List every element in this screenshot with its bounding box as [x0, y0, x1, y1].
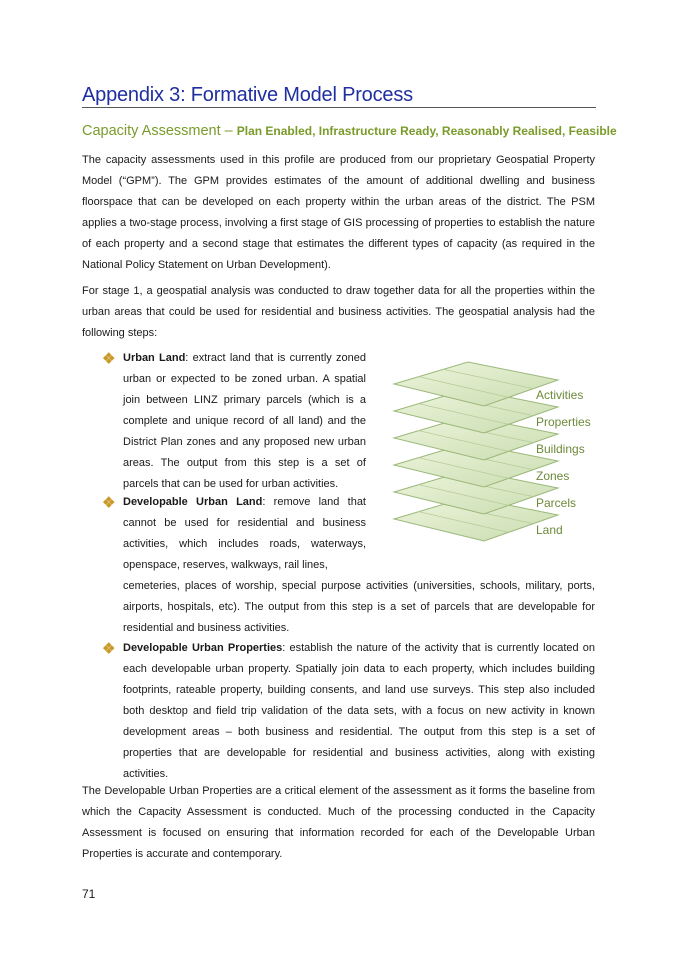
- subheading-qualifiers: Plan Enabled, Infrastructure Ready, Reasonably Realised, Feasible: [236, 124, 617, 138]
- bullet-separator: :: [282, 642, 290, 654]
- layer-label-land: Land: [536, 523, 563, 537]
- bullet-urban-land: [123, 348, 366, 495]
- bullet-text: extract land that is currently zoned urban or expected to be zoned urban. A spatial join between LINZ primary parcels (which is a complete and unique record of all land) and the District Plan zones and any proposed new urban areas. The output from this step is a set of parcels that can be used for urban activities.: [123, 352, 366, 490]
- stage1-paragraph: For stage 1, a geospatial analysis was conducted to draw together data for all the properties within the urban areas that could be used for residential and business activities. The geospatial analysis had the following steps:: [82, 285, 595, 339]
- bullet-diamond-icon: [104, 643, 114, 653]
- bullet-text: remove land that cannot be used for residential and business activities, which includes roads, waterways, openspace, reserves, walkways, rail lines,: [123, 496, 366, 571]
- bullet-developable-urban-land-continued: cemeteries, places of worship, special purpose activities (universities, schools, military, ports, airports, hospitals, etc). The output from this step is a set of parcels that are developable for residential and business activities.: [123, 580, 595, 634]
- bullet-diamond-icon: [104, 497, 114, 507]
- bullet-term: Urban Land: [123, 352, 186, 364]
- bullet-developable-urban-land: [123, 492, 366, 576]
- layer-label-activities: Activities: [536, 388, 584, 402]
- section-subheading: [82, 122, 617, 140]
- layer-label-zones: Zones: [536, 469, 570, 483]
- layer-plane-activities: [394, 362, 558, 406]
- gis-layers-figure: [384, 356, 596, 559]
- layer-stack-graphic: [384, 356, 596, 559]
- intro-paragraph: The capacity assessments used in this profile are produced from our proprietary Geospatial Property Model (“GPM”). The GPM provides estimates of the amount of additional dwelling and business floorspace that can be developed on each property within the urban areas of the district. The PSM applies a two-stage process, involving a first stage of GIS processing of properties to establish the nature of each property and a second stage that estimates the different types of capacity (as required in the National Policy Statement on Urban Development).: [82, 154, 595, 271]
- layer-label-properties: Properties: [536, 415, 591, 429]
- subheading-title: Capacity Assessment –: [82, 123, 237, 139]
- page-number: 71: [82, 887, 96, 901]
- bullet-term: Developable Urban Properties: [123, 642, 283, 654]
- bullet-separator: :: [185, 352, 193, 364]
- layer-label-buildings: Buildings: [536, 442, 585, 456]
- conclusion-paragraph: The Developable Urban Properties are a critical element of the assessment as it forms the baseline from which the Capacity Assessment is conducted. Much of the processing conducted in the Capacity Assessment is focused on ensuring that information recorded for each of the Developable Urban Properties is accurate and contemporary.: [82, 785, 595, 860]
- bullet-developable-urban-properties: [123, 638, 595, 785]
- bullet-text: establish the nature of the activity that is currently located on each developable urban property. Spatially join data to each property, which includes building footprints, rateable property, building consents, and land use surveys. This step also included both desktop and field trip validation of the data sets, with a focus on new activity in known development areas – both business and residential. The output from this step is a set of properties that are developable for residential and business activities, along with existing activities.: [123, 642, 595, 780]
- bullet-diamond-icon: [104, 353, 114, 363]
- page-heading: Appendix 3: Formative Model Process: [82, 84, 596, 108]
- layer-label-parcels: Parcels: [536, 496, 577, 510]
- bullet-term: Developable Urban Land: [123, 496, 263, 508]
- bullet-separator: :: [262, 496, 274, 508]
